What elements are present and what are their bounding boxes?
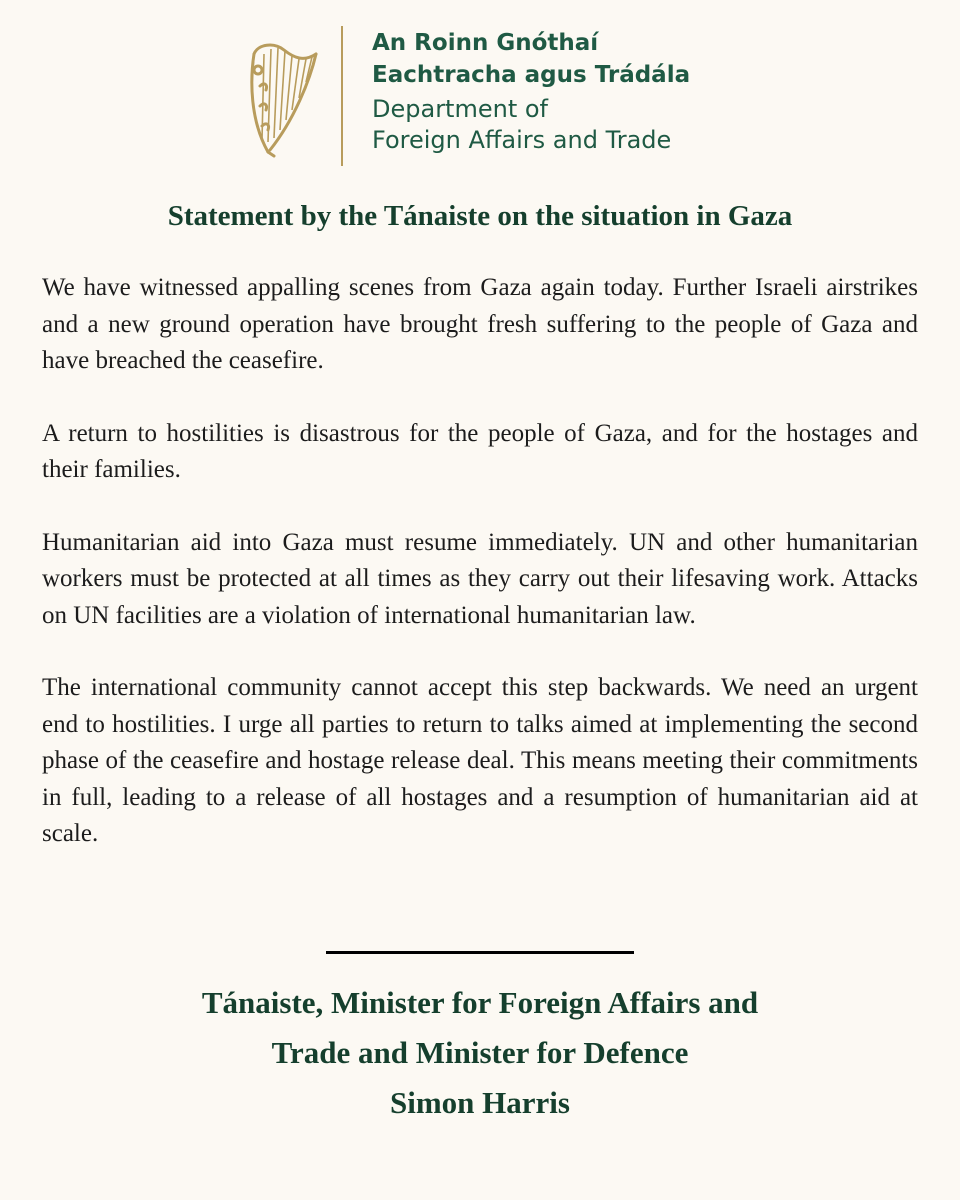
- dept-name-irish-line-2: Eachtracha agus Trádála: [372, 62, 691, 88]
- logo-divider: [341, 26, 343, 166]
- signature-title-line-1: Tánaiste, Minister for Foreign Affairs and: [201, 985, 759, 1020]
- signature-title-line-2: Trade and Minister for Defence: [271, 1035, 689, 1070]
- dept-name-english-line-2: Foreign Affairs and Trade: [372, 126, 672, 154]
- statement-paragraph: A return to hostilities is disastrous for the people of Gaza, and for the hostages and their families.: [42, 419, 918, 483]
- statement-body: [42, 270, 918, 889]
- signature-name: Simon Harris: [390, 1085, 570, 1120]
- statement-paragraph: The international community cannot accept this step backwards. We need an urgent end to hostilities. I urge all parties to return to talks aimed at implementing the second phase of the ceasefire and hostage release deal. This means meeting their commitments in full, leading to a release of all hostages and a resumption of humanitarian aid at scale.: [42, 674, 918, 847]
- signature-divider: [326, 951, 634, 954]
- harp-icon: [244, 40, 320, 158]
- statement-paragraph: We have witnessed appalling scenes from Gaza again today. Further Israeli airstrikes and a new ground operation have brought fresh suffering to the people of Gaza and have breached the ceasefire.: [42, 274, 918, 374]
- department-logo: [244, 26, 724, 168]
- signature-block: [0, 978, 960, 1128]
- dept-name-english-line-1: Department of: [372, 95, 548, 123]
- statement-paragraph: Humanitarian aid into Gaza must resume immediately. UN and other humanitarian workers must be protected at all times as they carry out their lifesaving work. Attacks on UN facilities are a violation of international humanitarian law.: [42, 528, 918, 629]
- dept-name-irish-line-1: An Roinn Gnóthaí: [372, 30, 599, 56]
- statement-title: Statement by the Tánaiste on the situation in Gaza: [167, 200, 793, 232]
